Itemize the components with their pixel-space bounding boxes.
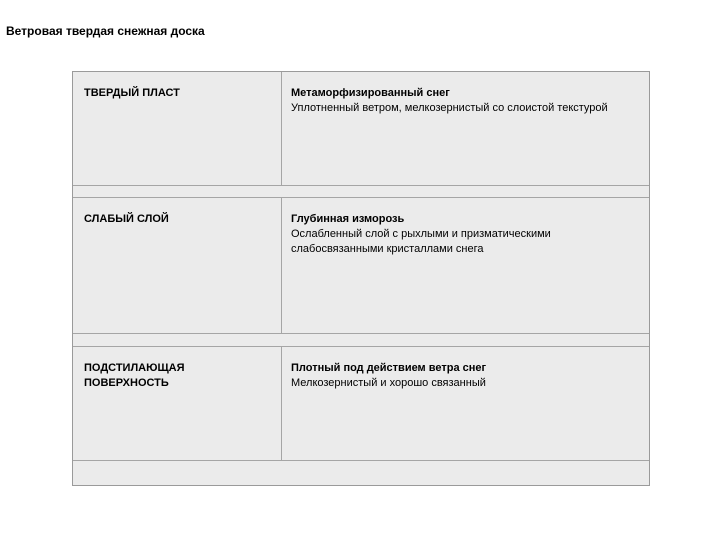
layer-text: Ослабленный слой с рыхлыми и призматическими слабосвязанными кристаллами снега: [291, 228, 551, 255]
table-row: [73, 347, 649, 461]
page-title: Ветровая твердая снежная доска: [6, 24, 205, 38]
layer-description: [291, 212, 646, 257]
snow-layers-table: [72, 71, 650, 486]
layer-text: Мелкозернистый и хорошо связанный: [291, 377, 486, 389]
column-divider: [281, 72, 282, 185]
column-divider: [281, 198, 282, 333]
layer-description: [291, 361, 646, 391]
layer-name: ТВЕРДЫЙ ПЛАСТ: [84, 87, 180, 99]
layer-heading: Плотный под действием ветра снег: [291, 362, 487, 374]
layer-heading: Метаморфизированный снег: [291, 87, 450, 99]
layer-description: [291, 86, 646, 116]
row-spacer: [73, 186, 649, 198]
table-row: [73, 198, 649, 334]
row-spacer: [73, 334, 649, 347]
layer-text: Уплотненный ветром, мелкозернистый со слоистой текстурой: [291, 102, 608, 114]
layer-name: СЛАБЫЙ СЛОЙ: [84, 213, 169, 225]
table-row: [73, 72, 649, 186]
column-divider: [281, 347, 282, 460]
layer-name: ПОДСТИЛАЮЩАЯ ПОВЕРХНОСТЬ: [84, 362, 185, 389]
layer-heading: Глубинная изморозь: [291, 213, 405, 225]
